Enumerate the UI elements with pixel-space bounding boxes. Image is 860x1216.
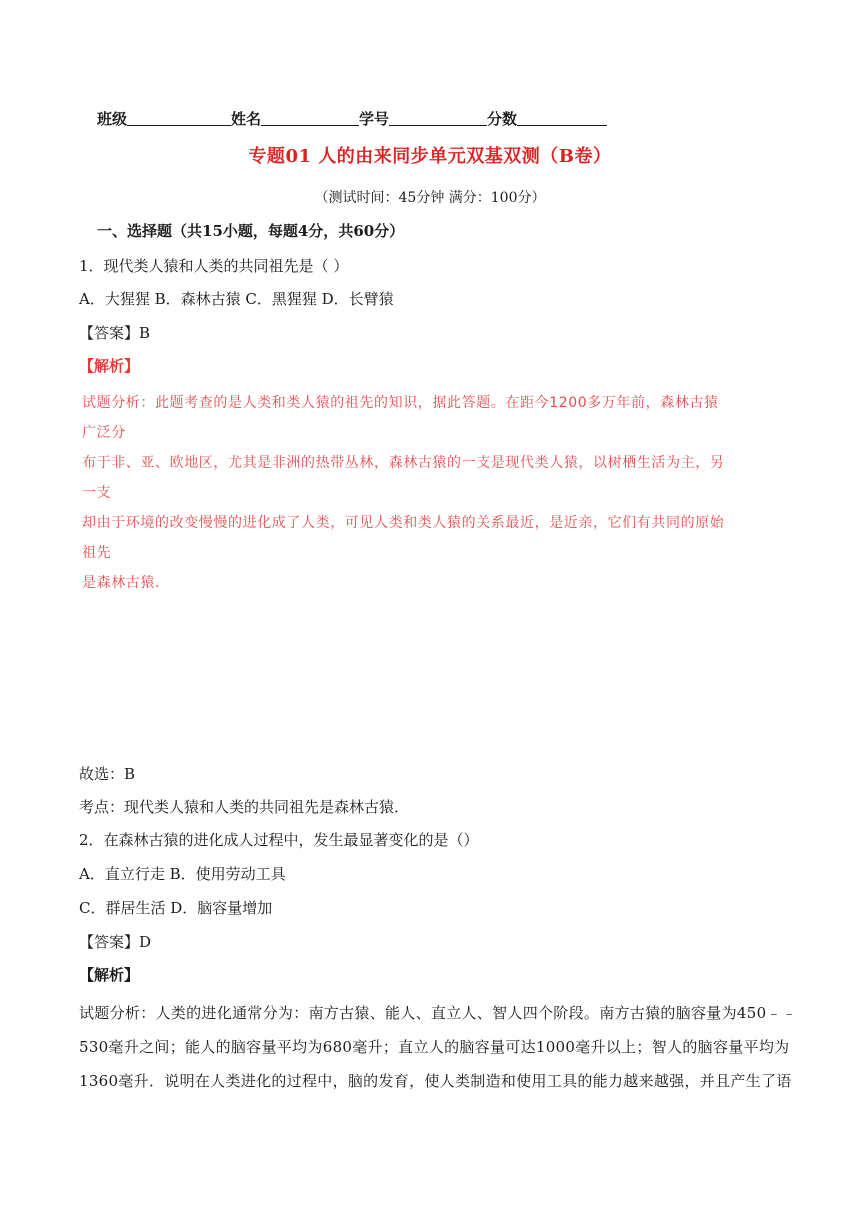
q1-choice: 故选：B bbox=[79, 765, 136, 783]
q2-answer: 【答案】D bbox=[79, 933, 152, 951]
q1-analysis-text bbox=[82, 388, 732, 598]
q1-analysis-line: 布于非、亚、欧地区，尤其是非洲的热带丛林，森林古猿的一支是现代类人猿，以树栖生活为主，另一支 bbox=[82, 455, 725, 501]
student-id-label: 学号 bbox=[359, 110, 390, 128]
name-label: 姓名 bbox=[231, 110, 262, 128]
q1-analysis-label: 【解析】 bbox=[79, 357, 140, 375]
q1-answer: 【答案】B bbox=[79, 324, 151, 342]
q2-options-row2: C．群居生活 D．脑容量增加 bbox=[79, 899, 273, 917]
student-info-header bbox=[97, 109, 607, 129]
score-blank[interactable] bbox=[517, 111, 607, 126]
page-title: 专题01 人的由来同步单元双基双测（B卷） bbox=[248, 146, 612, 167]
q2-analysis-line: 1360毫升．说明在人类进化的过程中，脑的发育，使人类制造和使用工具的能力越来越强，并且产生了语 bbox=[79, 1072, 792, 1090]
q1-analysis-line: 是森林古猿． bbox=[82, 575, 170, 591]
class-label: 班级 bbox=[97, 110, 128, 128]
q2-analysis-label: 【解析】 bbox=[79, 966, 140, 984]
q1-question: 1．现代类人猿和人类的共同祖先是（ ） bbox=[79, 257, 349, 275]
q1-analysis-line: 试题分析：此题考查的是人类和类人猿的祖先的知识，据此答题。在距今1200多万年前，森林古猿广泛分 bbox=[82, 395, 719, 441]
q2-options-row1: A．直立行走 B．使用劳动工具 bbox=[79, 865, 286, 883]
section-heading: 一、选择题（共15小题，每题4分，共60分） bbox=[97, 222, 405, 240]
q1-analysis-line: 却由于环境的改变慢慢的进化成了人类，可见人类和类人猿的关系最近，是近亲，它们有共同的原始祖先 bbox=[82, 515, 725, 561]
score-label: 分数 bbox=[487, 110, 518, 128]
q2-analysis-line: 530毫升之间；能人的脑容量平均为680毫升；直立人的脑容量可达1000毫升以上；智人的脑容量平均为 bbox=[79, 1038, 790, 1056]
name-blank[interactable] bbox=[261, 111, 359, 126]
q2-analysis-text bbox=[79, 996, 798, 1098]
student-id-blank[interactable] bbox=[389, 111, 487, 126]
q1-options: A．大猩猩 B．森林古猿 C．黑猩猩 D．长臂猿 bbox=[79, 290, 394, 308]
q2-question: 2．在森林古猿的进化成人过程中，发生最显著变化的是（） bbox=[79, 831, 479, 849]
q2-analysis-line: 试题分析：人类的进化通常分为：南方古猿、能人、直立人、智人四个阶段。南方古猿的脑容量为450﹣﹣ bbox=[79, 1004, 798, 1022]
test-info: （测试时间：45分钟 满分：100分） bbox=[314, 190, 546, 206]
q1-knowledge-point: 考点：现代类人猿和人类的共同祖先是森林古猿． bbox=[79, 798, 410, 816]
class-blank[interactable] bbox=[127, 111, 231, 126]
